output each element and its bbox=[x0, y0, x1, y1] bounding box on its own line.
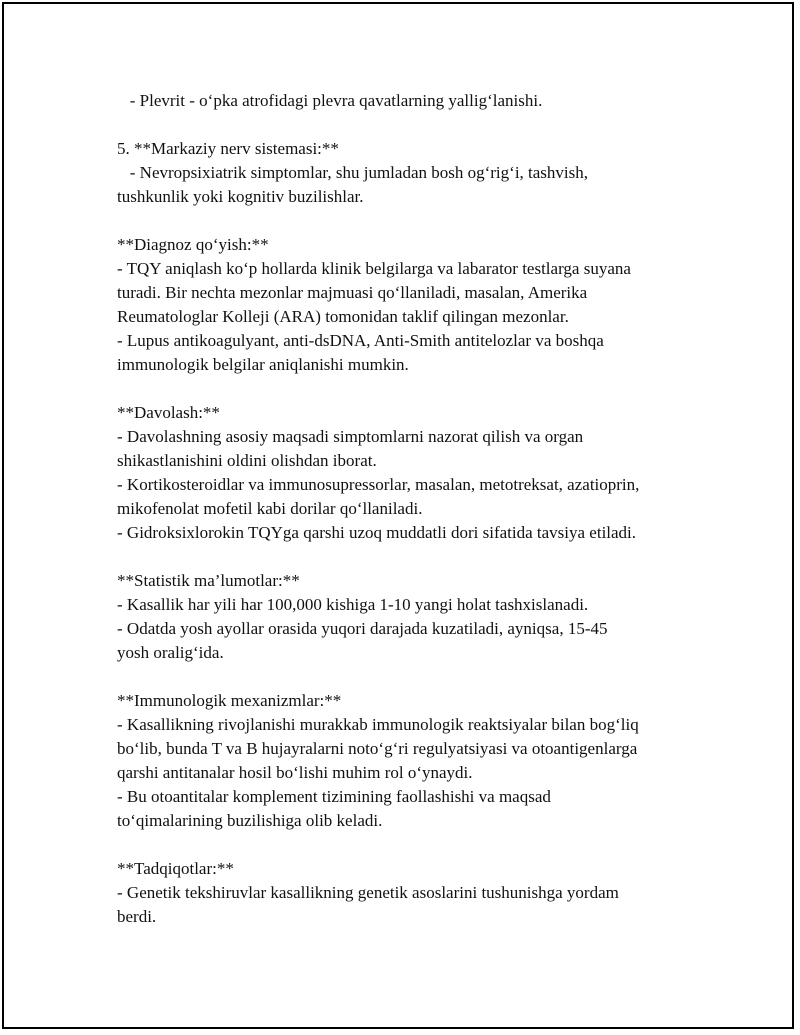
text-line: - Gidroksixlorokin TQYga qarshi uzoq muddatli dori sifatida tavsiya etiladi. bbox=[117, 523, 637, 542]
section-heading: **Davolash:** bbox=[117, 403, 220, 422]
blank-line bbox=[117, 113, 717, 137]
text-line: - Davolashning asosiy maqsadi simptomlarni nazorat qilish va organ bbox=[117, 427, 584, 446]
text-line: shikastlanishini oldini olishdan iborat. bbox=[117, 451, 377, 470]
text-line: - Genetik tekshiruvlar kasallikning genetik asoslarini tushunishga yordam bbox=[117, 883, 619, 902]
section-heading: **Statistik ma’lumotlar:** bbox=[117, 571, 300, 590]
section-heading: **Immunologik mexanizmlar:** bbox=[117, 691, 342, 710]
blank-line bbox=[117, 377, 717, 401]
text-line: - Odatda yosh ayollar orasida yuqori darajada kuzatiladi, ayniqsa, 15-45 bbox=[117, 619, 608, 638]
text-line: - TQY aniqlash ko‘p hollarda klinik belgilarga va labarator testlarga suyana bbox=[117, 259, 631, 278]
text-line: tushkunlik yoki kognitiv buzilishlar. bbox=[117, 187, 364, 206]
section-heading: 5. **Markaziy nerv sistemasi:** bbox=[117, 139, 339, 158]
text-line: - Kasallikning rivojlanishi murakkab immunologik reaktsiyalar bilan bog‘liq bbox=[117, 715, 639, 734]
text-line: - Lupus antikoagulyant, anti-dsDNA, Anti-Smith antitelozlar va boshqa bbox=[117, 331, 604, 350]
text-line: - Kortikosteroidlar va immunosupressorlar, masalan, metotreksat, azatioprin, bbox=[117, 475, 640, 494]
text-line: - Plevrit - o‘pka atrofidagi plevra qavatlarning yallig‘lanishi. bbox=[117, 91, 543, 110]
text-line: - Nevropsixiatrik simptomlar, shu jumladan bosh og‘rig‘i, tashvish, bbox=[117, 163, 589, 182]
text-line: turadi. Bir nechta mezonlar majmuasi qo‘llaniladi, masalan, Amerika bbox=[117, 283, 588, 302]
text-line: - Bu otoantitalar komplement tizimining faollashishi va maqsad bbox=[117, 787, 551, 806]
blank-line bbox=[117, 209, 717, 233]
text-line: qarshi antitanalar hosil bo‘lishi muhim rol o‘ynaydi. bbox=[117, 763, 473, 782]
blank-line bbox=[117, 545, 717, 569]
text-line: Reumatologlar Kolleji (ARA) tomonidan taklif qilingan mezonlar. bbox=[117, 307, 569, 326]
text-line: mikofenolat mofetil kabi dorilar qo‘llaniladi. bbox=[117, 499, 423, 518]
section-heading: **Tadqiqotlar:** bbox=[117, 859, 234, 878]
text-line: berdi. bbox=[117, 907, 157, 926]
blank-line bbox=[117, 665, 717, 689]
text-line: immunologik belgilar aniqlanishi mumkin. bbox=[117, 355, 409, 374]
document-body bbox=[117, 89, 717, 929]
text-line: to‘qimalarining buzilishiga olib keladi. bbox=[117, 811, 383, 830]
text-line: bo‘lib, bunda T va B hujayralarni noto‘g‘ri regulyatsiyasi va otoantigenlarga bbox=[117, 739, 638, 758]
text-line: yosh oralig‘ida. bbox=[117, 643, 224, 662]
text-line: - Kasallik har yili har 100,000 kishiga 1-10 yangi holat tashxislanadi. bbox=[117, 595, 589, 614]
blank-line bbox=[117, 833, 717, 857]
section-heading: **Diagnoz qo‘yish:** bbox=[117, 235, 269, 254]
